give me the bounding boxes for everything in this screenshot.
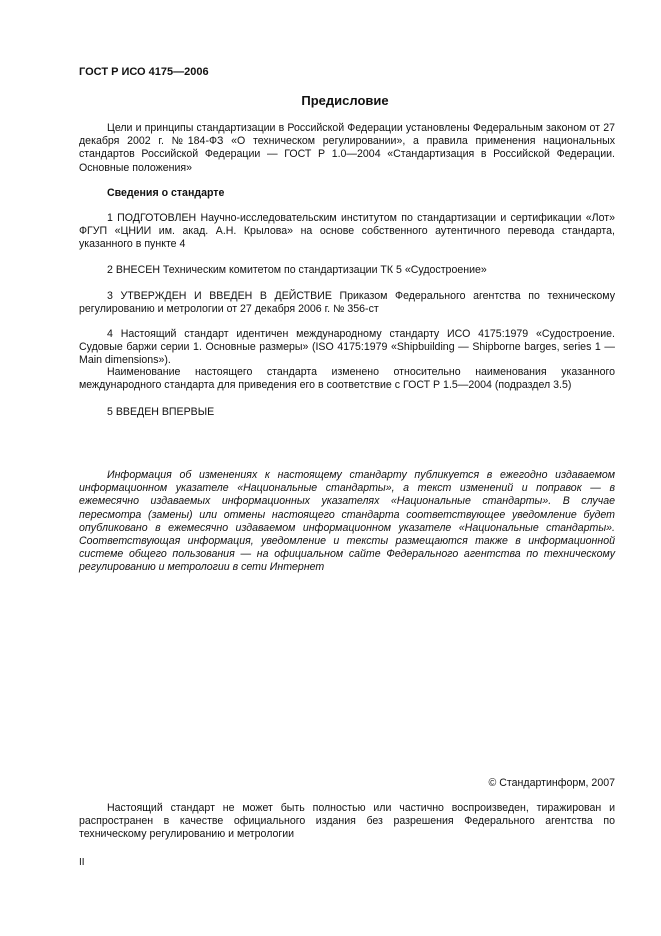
item-4: 4 Настоящий стандарт идентичен международному стандарту ИСО 4175:1979 «Судостроение. Судовые баржи серии 1. Основные размеры» (ISO 4175:1979 «Shipbuilding — Shipborne barges, series 1 — Main dimensions»). xyxy=(79,328,615,367)
item-1: 1 ПОДГОТОВЛЕН Научно-исследовательским институтом по стандартизации и сертификации «Лот» ФГУП «ЦНИИ им. акад. А.Н. Крылова» на основе собственного аутентичного перевода стандарта, указанного в пункте 4 xyxy=(79,212,615,251)
item-2: 2 ВНЕСЕН Техническим комитетом по стандартизации ТК 5 «Судостроение» xyxy=(107,264,487,276)
item-5: 5 ВВЕДЕН ВПЕРВЫЕ xyxy=(107,406,215,418)
rights-notice: Настоящий стандарт не может быть полностью или частично воспроизведен, тиражирован и распространен в качестве официального издания без разрешения Федерального агентства по техническому регулированию и метрологии xyxy=(79,802,615,841)
page-number: II xyxy=(79,857,85,868)
intro-paragraph: Цели и принципы стандартизации в Российской Федерации установлены Федеральным законом от 27 декабря 2002 г. №184-ФЗ «О техническом регулировании», а правила применения национальных стандартов Российской Федерации — ГОСТ Р 1.0—2004 «Стандартизация в Российской Федерации. Основные положения» xyxy=(79,122,615,174)
page-title: Предисловие xyxy=(301,93,389,108)
item-4-note: Наименование настоящего стандарта изменено относительно наименования указанного международного стандарта для приведения его в соответствие с ГОСТ Р 1.5—2004 (подраздел 3.5) xyxy=(79,366,615,392)
copyright: © Стандартинформ, 2007 xyxy=(488,777,615,789)
standard-id-header: ГОСТ Р ИСО 4175—2006 xyxy=(79,66,209,78)
section-heading: Сведения о стандарте xyxy=(107,187,225,199)
changes-notice: Информация об изменениях к настоящему стандарту публикуется в ежегодно издаваемом информационном указателе «Национальные стандарты», а текст изменений и поправок — в ежемесячно издаваемых информационных указателях «Национальные стандарты». В случае пересмотра (замены) или отмены настоящего стандарта соответствующее уведомление будет опубликовано в ежемесячно издаваемом информационном указателе «Национальные стандарты». Соответствующая информация, уведомление и тексты размещаются также в информационной системе общего пользования — на официальном сайте Федерального агентства по техническому регулированию и метрологии в сети Интернет xyxy=(79,469,615,574)
item-3: 3 УТВЕРЖДЕН И ВВЕДЕН В ДЕЙСТВИЕ Приказом Федерального агентства по техническому регулированию и метрологии от 27 декабря 2006 г. № 356-ст xyxy=(79,290,615,316)
